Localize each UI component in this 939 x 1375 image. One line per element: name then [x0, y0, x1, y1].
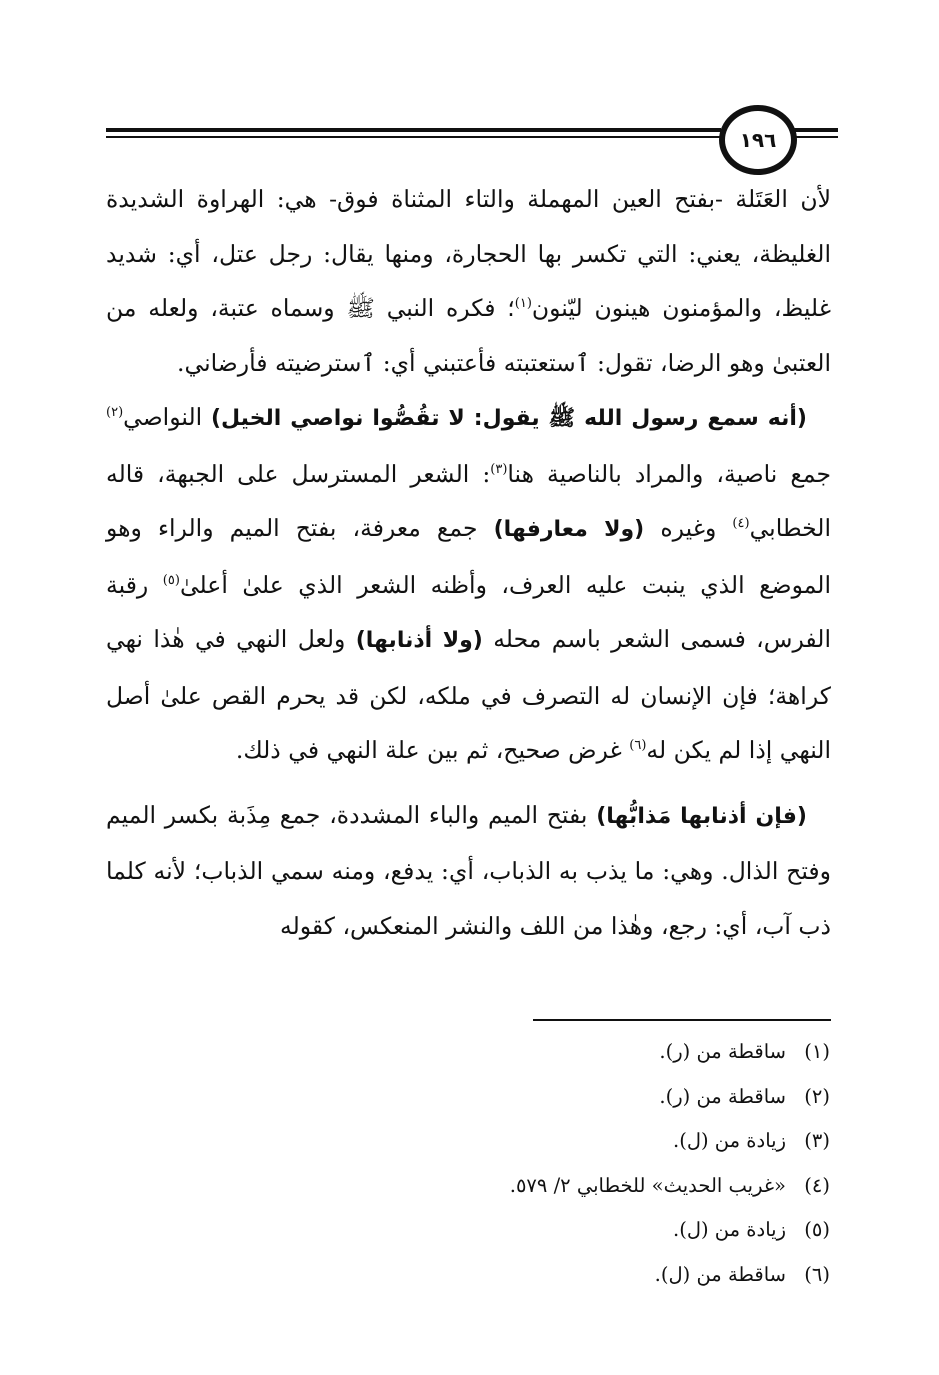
- hadith-term-madhabb: (فإن أذنابها مَذابُّها): [596, 803, 807, 829]
- header-rule-tail: [790, 128, 838, 138]
- paragraph-3-text: بفتح الميم والباء المشددة، جمع مِذَبة بكسر الميم وفتح الذال. وهي: ما يذب به الذباب، أي: يدفع، ومنه سمي الذباب؛ لأنه كلما ذب آب، أي: رجع، وهٰذا من اللف والنشر المنعكس، كقوله: [106, 800, 831, 940]
- paragraph-2-text-a: النواصي: [123, 403, 211, 431]
- footnote-number: (١): [804, 1040, 830, 1063]
- footnote-4: [300, 1164, 830, 1209]
- paragraph-2-text-h: غرض صحيح، ثم بين علة النهي في ذلك.: [235, 736, 630, 764]
- footnote-number: (٢): [804, 1084, 830, 1108]
- paragraph-2-text-b: جمع ناصية، والمراد بالناصية هنا: [507, 459, 831, 488]
- footnote-number: (٣): [804, 1129, 830, 1152]
- paragraph-2-text-e: جمع معرفة، بفتح الميم والراء وهو الموضع الذي ينبت عليه العرف، وأظنه الشعر الذي علىٰ أعلىٰ: [106, 514, 831, 599]
- paragraph-1-text-a: لأن العَتَلة -بفتح العين المهملة والتاء المثناة فوق- هي: الهراوة الشديدة الغليظة، يعني: التي تكسر بها الحجارة، ومنها يقال: رجل عتل، أي: شديد غليظ، والمؤمنون هينون ليّنون: [106, 185, 831, 322]
- hadith-term-adhnab: (ولا أذنابها): [355, 628, 483, 653]
- footnote-ref-5[interactable]: (٥): [162, 572, 180, 588]
- paragraph-1: [106, 172, 831, 390]
- paragraph-2-text-c: : الشعر المسترسل على الجبهة، قاله الخطابي: [106, 459, 831, 542]
- footnote-1: [300, 1030, 830, 1075]
- header-rule: [106, 128, 721, 138]
- paragraph-2-text-d: وغيره: [644, 514, 733, 542]
- footnote-ref-4[interactable]: (٤): [732, 516, 750, 532]
- footnote-text: ساقطة من (ر).: [659, 1040, 786, 1063]
- footnote-number: (٥): [804, 1218, 830, 1241]
- footnote-3: [300, 1119, 830, 1164]
- paragraph-2: [106, 390, 831, 778]
- paragraph-1-text-b: ؛ فكره النبي ﷺ وسماه عتبة، ولعله من العتبىٰ وهو الرضا، تقول: ٱستعتبته فأعتبني أي: ٱسترضيته فأرضاني.: [106, 294, 831, 377]
- paragraph-2-text-f: رقبة الفرس، فسمى الشعر باسم محله: [106, 570, 831, 653]
- footnotes: [300, 1030, 830, 1297]
- footnote-ref-3[interactable]: (٣): [490, 461, 508, 477]
- footnote-ref-6[interactable]: (٦): [629, 738, 647, 754]
- footnote-text: زيادة من (ل).: [673, 1218, 786, 1241]
- footnote-ref-2[interactable]: (٢): [106, 405, 124, 421]
- footnote-5: [300, 1208, 830, 1253]
- main-text: [106, 172, 831, 953]
- paragraph-2-text-g: ولعل النهي في هٰذا نهي كراهة؛ فإن الإنسان له التصرف في ملكه، لكن قد يحرم القص علىٰ أصل النهي إذا لم يكن له: [106, 625, 831, 764]
- footnote-text: ساقطة من (ل).: [654, 1262, 786, 1286]
- footnote-separator: [533, 1019, 831, 1021]
- paragraph-3: [106, 788, 831, 954]
- page-number: [719, 105, 797, 175]
- footnote-text: ساقطة من (ر).: [659, 1084, 786, 1108]
- footnote-text: «غريب الحديث» للخطابي ٢/ ٥٧٩.: [509, 1173, 786, 1197]
- footnote-text: زيادة من (ل).: [673, 1129, 786, 1152]
- hadith-quote: (أنه سمع رسول الله ﷺ يقول: لا تقُصُّوا نواصي الخيل): [210, 406, 807, 431]
- hadith-term-maarif: (ولا معارفها): [493, 517, 645, 542]
- footnote-ref-1[interactable]: (١): [514, 296, 532, 312]
- footnote-number: (٤): [804, 1173, 830, 1197]
- footnote-2: [300, 1075, 830, 1120]
- footnote-number: (٦): [804, 1262, 830, 1286]
- page-number-text: ١٩٦: [739, 128, 777, 152]
- footnote-6: [300, 1253, 830, 1298]
